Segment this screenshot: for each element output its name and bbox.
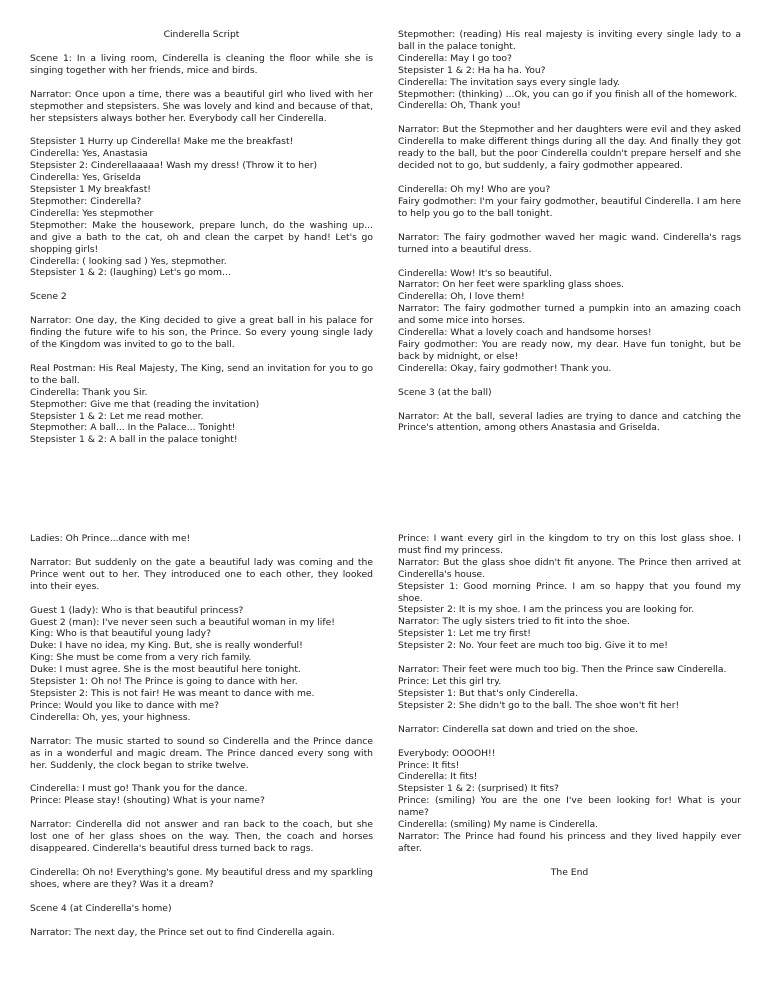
script-page-1 [30, 29, 373, 446]
narration: Narrator: But suddenly on the gate a beautiful lady was coming and the Prince went out to her. They introduced one to each other, they looked into their eyes. [30, 556, 373, 592]
dialogue-line: Stepsister 1: But that's only Cinderella. [398, 687, 578, 699]
dialogue-line: Prince: I want every girl in the kingdom to try on this lost glass shoe. I must find my princess. [398, 533, 741, 556]
script-page-3 [30, 533, 373, 939]
dialogue-line: Cinderella: Oh no! Everything's gone. My beautiful dress and my sparkling shoes, where are they? Was it a dream? [30, 866, 373, 890]
dialogue-line: King: Who is that beautiful young lady? [30, 628, 211, 640]
narration: Narrator: The fairy godmother waved her magic wand. Cinderella's rags turned into a beautiful dress. [398, 231, 741, 255]
dialogue-line: Cinderella: I must go! Thank you for the dance. [30, 783, 248, 795]
dialogue-line: Narrator: On her feet were sparkling glass shoes. [398, 279, 625, 291]
dialogue-line: Cinderella: Yes, Anastasia [30, 148, 148, 160]
dialogue-line: Cinderella: Oh, Thank you! [398, 100, 521, 112]
narration: Narrator: At the ball, several ladies are trying to dance and catching the Prince's attention, among others Anastasia and Griselda. [398, 410, 741, 434]
dialogue-line: Fairy godmother: I'm your fairy godmother, beautiful Cinderella. I am here to help you go to the ball tonight. [398, 195, 741, 219]
scene-2-heading: Scene 2 [30, 291, 67, 303]
dialogue-line: Narrator: The Prince had found his princess and they lived happily ever after. [398, 830, 741, 854]
dialogue-line: Cinderella: ( looking sad ) Yes, stepmother. [30, 255, 227, 267]
dialogue-line: Duke: I must agree. She is the most beautiful here tonight. [30, 664, 301, 676]
dialogue-line: Stepmother: Make the housework, prepare lunch, do the washing up... and give a bath to the cat, oh and clean the carpet by hand! Let's go shopping girls! [30, 219, 373, 255]
dialogue-line: Narrator: The ugly sisters tried to fit into the shoe. [398, 616, 630, 628]
dialogue-line: Stepsister 1 & 2: Ha ha ha. You? [398, 64, 546, 76]
dialogue-line: Narrator: The fairy godmother turned a pumpkin into an amazing coach and some mice into horses. [398, 303, 741, 327]
dialogue-line: Stepsister 1 & 2: (laughing) Let's go mom... [30, 267, 231, 279]
dialogue-line: Prince: Would you like to dance with me? [30, 699, 219, 711]
dialogue-line: Cinderella: The invitation says every single lady. [398, 76, 620, 88]
dialogue-line: Stepsister 2: No. Your feet are much too big. Give it to me! [398, 640, 668, 652]
dialogue-line: Stepmother: A ball... In the Palace... Tonight! [30, 422, 236, 434]
dialogue-line: Cinderella: May I go too? [398, 52, 512, 64]
dialogue-line: Stepmother: (reading) His real majesty is inviting every single lady to a ball in the palace tonight. [398, 29, 741, 52]
dialogue-line: Stepsister 2: It is my shoe. I am the princess you are looking for. [398, 604, 695, 616]
dialogue-line: Cinderella: What a lovely coach and handsome horses! [398, 327, 652, 339]
dialogue-line: Cinderella: Oh, I love them! [398, 291, 525, 303]
dialogue-line: Stepsister 2: This is not fair! He was meant to dance with me. [30, 687, 315, 699]
narration: Narrator: One day, the King decided to give a great ball in his palace for finding the future wife to his son, the Prince. So every young single lady of the Kingdom was invited to go to the ball. [30, 315, 373, 351]
dialogue-line: Cinderella: It fits! [398, 771, 478, 783]
dialogue-line: Stepsister 1: Good morning Prince. I am so happy that you found my shoe. [398, 580, 741, 604]
dialogue-line: Stepmother: (thinking) ...Ok, you can go if you finish all of the homework. [398, 88, 738, 100]
dialogue-line: Stepmother: Cinderella? [30, 195, 142, 207]
dialogue-line: Narrator: But the glass shoe didn't fit anyone. The Prince then arrived at Cinderella's house. [398, 556, 741, 580]
dialogue-line: Guest 1 (lady): Who is that beautiful princess? [30, 604, 244, 616]
dialogue-line: Prince: It fits! [398, 759, 460, 771]
dialogue-line: Cinderella: Oh, yes, your highness. [30, 711, 191, 723]
scene-1-heading: Scene 1: In a living room, Cinderella is cleaning the floor while she is singing together with her friends, mice and birds. [30, 52, 373, 76]
narration: Narrator: But the Stepmother and her daughters were evil and they asked Cinderella to make different things during all the day. And finally they got ready to the ball, but the poor Cinderella couldn't prepare herself and she decided not to go, but suddenly, a fairy godmother appeared. [398, 124, 741, 172]
dialogue-line: Cinderella: Okay, fairy godmother! Thank you. [398, 362, 612, 374]
dialogue-line: Stepsister 1: Oh no! The Prince is going to dance with her. [30, 676, 298, 688]
dialogue-line: Stepsister 1: Let me try first! [398, 628, 531, 640]
dialogue-line: Everybody: OOOOH!! [398, 747, 496, 759]
script-page-2 [398, 29, 741, 434]
dialogue-line: Prince: Please stay! (shouting) What is your name? [30, 795, 265, 807]
dialogue-line: Stepsister 2: She didn't go to the ball. The shoe won't fit her! [398, 699, 680, 711]
dialogue-line: Cinderella: Yes, Griselda [30, 172, 141, 184]
dialogue-line: Prince: Let this girl try. [398, 675, 502, 687]
dialogue-line: Stepsister 1 & 2: Let me read mother. [30, 410, 204, 422]
dialogue-block [30, 136, 373, 279]
dialogue-line: Stepsister 1 & 2: (surprised) It fits? [398, 783, 559, 795]
dialogue-line: Ladies: Oh Prince...dance with me! [30, 533, 191, 544]
scene-3-heading: Scene 3 (at the ball) [398, 386, 492, 398]
scene-4-heading: Scene 4 (at Cinderella's home) [30, 902, 172, 914]
narration: Narrator: Cinderella sat down and tried on the shoe. [398, 723, 638, 735]
narration: Narrator: Cinderella did not answer and ran back to the coach, but she lost one of her glass shoes on the way. Then, the coach and horses disappeared. Cinderella's beautiful dress turned back to rags. [30, 819, 373, 855]
dialogue-line: Stepsister 1 Hurry up Cinderella! Make me the breakfast! [30, 136, 294, 148]
dialogue-line: Guest 2 (man): I've never seen such a beautiful woman in my life! [30, 616, 335, 628]
script-page-4 [398, 533, 741, 879]
dialogue-line: Prince: (smiling) You are the one I've been looking for! What is your name? [398, 795, 741, 819]
dialogue-line: Duke: I have no idea, my King. But, she is really wonderful! [30, 640, 303, 652]
the-end: The End [550, 866, 589, 878]
dialogue-line: Stepsister 1 & 2: A ball in the palace tonight! [30, 434, 238, 446]
narration: Narrator: Once upon a time, there was a beautiful girl who lived with her stepmother and stepsisters. She was lovely and kind and because of that, her stepsisters always bother her. Everybody call her Cinderella. [30, 88, 373, 124]
dialogue-line: Real Postman: His Real Majesty, The King, send an invitation for you to go to the ball. [30, 362, 373, 386]
narration: Narrator: The music started to sound so Cinderella and the Prince dance as in a wonderful and magic dream. The Prince danced every song with her. Suddenly, the clock began to strike twelve. [30, 735, 373, 771]
dialogue-line: Narrator: Their feet were much too big. Then the Prince saw Cinderella. [398, 664, 727, 676]
dialogue-line: Fairy godmother: You are ready now, my dear. Have fun tonight, but be back by midnight, or else! [398, 338, 741, 362]
dialogue-line: Cinderella: Yes stepmother [30, 207, 154, 219]
dialogue-line: Cinderella: Wow! It's so beautiful. [398, 267, 553, 279]
script-title: Cinderella Script [163, 29, 240, 40]
dialogue-line: King: She must be come from a very rich family. [30, 652, 252, 664]
dialogue-line: Stepsister 1 My breakfast! [30, 184, 151, 196]
dialogue-line: Cinderella: Thank you Sir. [30, 386, 148, 398]
dialogue-line: Cinderella: (smiling) My name is Cinderella. [398, 819, 599, 831]
dialogue-line: Cinderella: Oh my! Who are you? [398, 183, 551, 195]
narration: Narrator: The next day, the Prince set out to find Cinderella again. [30, 926, 335, 938]
dialogue-line: Stepmother: Give me that (reading the invitation) [30, 398, 260, 410]
dialogue-line: Stepsister 2: Cinderellaaaaa! Wash my dress! (Throw it to her) [30, 160, 318, 172]
